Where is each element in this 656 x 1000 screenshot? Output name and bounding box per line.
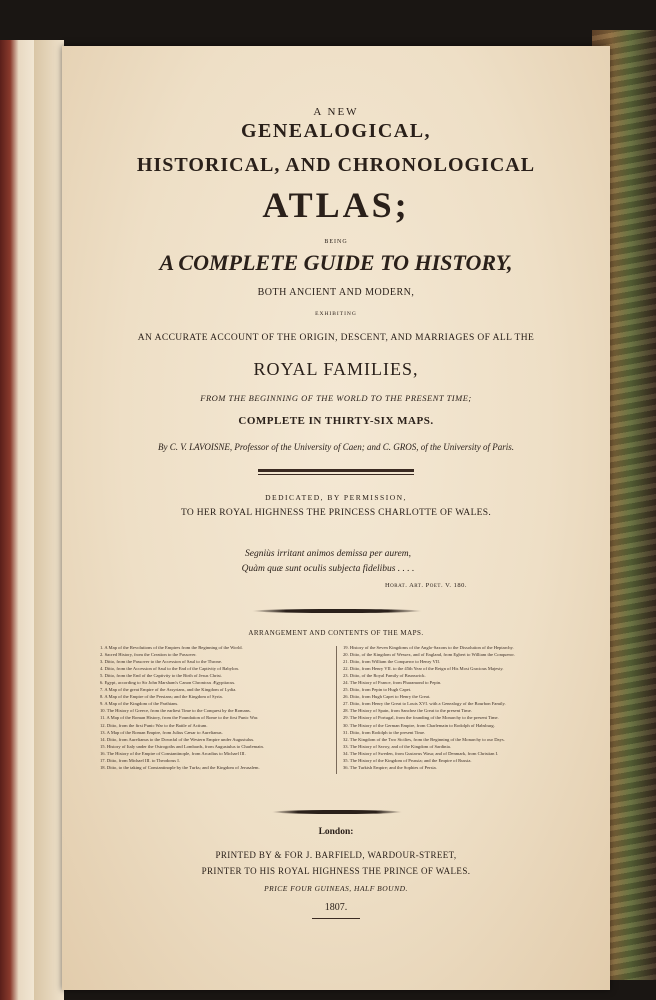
list-item: 12. Ditto, from the first Punic War to the Battle of Actium.	[100, 722, 208, 728]
list-item: 1. A Map of the Revolutions of the Empires from the Beginning of the World.	[100, 645, 243, 650]
title-authors: By C. V. LAVOISNE, Professor of the University of Caen; and C. GROS, of the University of Paris.	[157, 442, 514, 452]
title-line-genealogical: GENEALOGICAL,	[240, 120, 432, 142]
list-item: 13. A Map of the Roman Empire, from Julius Cæsar to Aurelianus.	[100, 729, 223, 735]
divider-thick	[258, 469, 414, 472]
list-item: 9. A Map of the Kingdom of the Parthians.	[100, 701, 179, 707]
list-item: 6. Egypt, according to Sir John Marsham's Canon Chronicus Ægyptiacus.	[100, 680, 236, 686]
title-exhibiting: EXHIBITING	[315, 311, 357, 317]
contents-heading: ARRANGEMENT AND CONTENTS OF THE MAPS.	[248, 629, 424, 637]
imprint-line-2: PRINTER TO HIS ROYAL HIGHNESS THE PRINCE OF WALES.	[201, 866, 471, 876]
list-item: 33. The History of Savoy, and of the Kingdom of Sardinia.	[343, 743, 451, 749]
ornamental-rule-1	[252, 609, 422, 613]
list-item: 32. The Kingdom of the Two Sicilies, from the Beginning of the Monarchy to our Days.	[343, 736, 505, 742]
list-item: 19. History of the Seven Kingdoms of the Anglo-Saxons to the Dissolution of the Heptarchy.	[343, 645, 514, 650]
list-item: 5. Ditto, from the End of the Captivity to the Birth of Jesus Christ.	[100, 673, 222, 679]
title-line-a-new: A NEW	[313, 106, 359, 118]
list-item: 35. The History of the Kingdom of Prussia; and the Empire of Russia.	[343, 757, 472, 763]
list-item: 34. The History of Sweden, from Gustavus Wasa; and of Denmark, from Christian I.	[343, 750, 499, 756]
list-item: 14. Ditto, from Aurelianus to the Downfal of the Western Empire under Augustulus.	[100, 736, 255, 742]
title-line-atlas: ATLAS;	[262, 185, 410, 225]
page-gutter	[34, 40, 64, 1000]
list-item: 10. The History of Greece, from the earliest Time to the Conquest by the Romans.	[100, 708, 251, 714]
title-line-both-ancient: BOTH ANCIENT AND MODERN,	[257, 287, 415, 298]
imprint-place: London:	[318, 827, 354, 837]
list-item: 25. Ditto, from Pepin to Hugh Capet.	[343, 687, 412, 693]
list-item: 22. Ditto, from Henry VII. to the 45th Year of the Reign of His Most Gracious Majesty.	[343, 666, 504, 672]
imprint-line-1: PRINTED BY & FOR J. BARFIELD, WARDOUR-STREET,	[215, 850, 457, 860]
title-line-royal-families: ROYAL FAMILIES,	[253, 359, 419, 379]
epigraph-line-2: Quàm quæ sunt oculis subjecta fidelibus . . . .	[241, 564, 415, 574]
title-page	[62, 46, 610, 990]
epigraph-line-1: Segniùs irritant animos demissa per aurem,	[245, 549, 411, 559]
list-item: 28. The History of Spain, from Sanchez the Great to the present Time.	[343, 708, 472, 714]
year-underline	[312, 918, 360, 919]
list-item: 20. Ditto, of the Kingdom of Wessex, and of England, from Egbert to William the Conqueror.	[343, 652, 515, 658]
list-item: 17. Ditto, from Michael III. to Theodorus I.	[100, 757, 180, 763]
title-line-from-beginning: FROM THE BEGINNING OF THE WORLD TO THE PRESENT TIME;	[200, 393, 472, 403]
ornamental-rule-2	[272, 810, 402, 814]
list-item: 29. The History of Portugal, from the founding of the Monarchy to the present Time.	[343, 715, 499, 721]
title-line-complete-guide: A COMPLETE GUIDE TO HISTORY,	[159, 250, 513, 275]
list-item: 21. Ditto, from William the Conqueror to Henry VII.	[343, 659, 440, 665]
title-line-accurate-account: AN ACCURATE ACCOUNT OF THE ORIGIN, DESCENT, AND MARRIAGES OF ALL THE	[137, 333, 535, 343]
title-line-thirty-six-maps: COMPLETE IN THIRTY-SIX MAPS.	[238, 415, 434, 427]
contents-list-right	[343, 644, 575, 771]
list-item: 26. Ditto, from Hugh Capet to Henry the Great.	[343, 694, 431, 700]
imprint-year: 1807.	[324, 902, 348, 913]
list-item: 16. The History of the Empire of Constantinople, from Arcadius to Michael III.	[100, 750, 246, 756]
epigraph-attribution: Horat. Art. Poet. V. 180.	[384, 582, 468, 589]
dedication-line-2: TO HER ROYAL HIGHNESS THE PRINCESS CHARLOTTE OF WALES.	[180, 508, 492, 518]
list-item: 24. The History of France, from Pharamond to Pepin.	[343, 680, 442, 686]
list-item: 2. Sacred History, from the Creation to the Passover.	[100, 652, 197, 658]
list-item: 27. Ditto, from Henry the Great to Louis XVI. with a Genealogy of the Bourbon Family.	[343, 701, 506, 707]
title-being: BEING	[324, 239, 348, 245]
contents-column-divider	[336, 646, 337, 774]
list-item: 7. A Map of the great Empire of the Assyrians, and the Kingdom of Lydia.	[100, 687, 237, 693]
divider-thin	[258, 474, 414, 475]
list-item: 15. History of Italy under the Ostrogoths and Lombards, from Augustulus to Charlemain.	[100, 743, 264, 749]
list-item: 8. A Map of the Empire of the Persians; and the Kingdom of Syria.	[100, 694, 223, 700]
contents-list-left	[100, 644, 330, 771]
dedication-line-1: DEDICATED, BY PERMISSION,	[265, 493, 407, 502]
list-item: 18. Ditto, to the taking of Constantinople by the Turks; and the Kingdom of Jerusalem.	[100, 764, 260, 770]
imprint-price: PRICE FOUR GUINEAS, HALF BOUND.	[264, 884, 408, 893]
book-spine-left	[0, 40, 34, 1000]
title-line-historical: HISTORICAL, AND CHRONOLOGICAL	[136, 154, 536, 176]
list-item: 36. The Turkish Empire; and the Sophies of Persia.	[343, 764, 437, 770]
list-item: 11. A Map of the Roman History, from the Foundation of Rome to the first Punic War.	[100, 715, 259, 721]
list-item: 3. Ditto, from the Passover to the Accession of Saul to the Throne.	[100, 659, 223, 665]
list-item: 4. Ditto, from the Accession of Saul to the End of the Captivity of Babylon.	[100, 666, 239, 672]
list-item: 31. Ditto, from Rodolph to the present Time.	[343, 729, 426, 735]
list-item: 30. The History of the German Empire, from Charlemain to Rodolph of Habsburg.	[343, 722, 495, 728]
list-item: 23. Ditto, of the Royal Family of Brunswick.	[343, 673, 426, 679]
